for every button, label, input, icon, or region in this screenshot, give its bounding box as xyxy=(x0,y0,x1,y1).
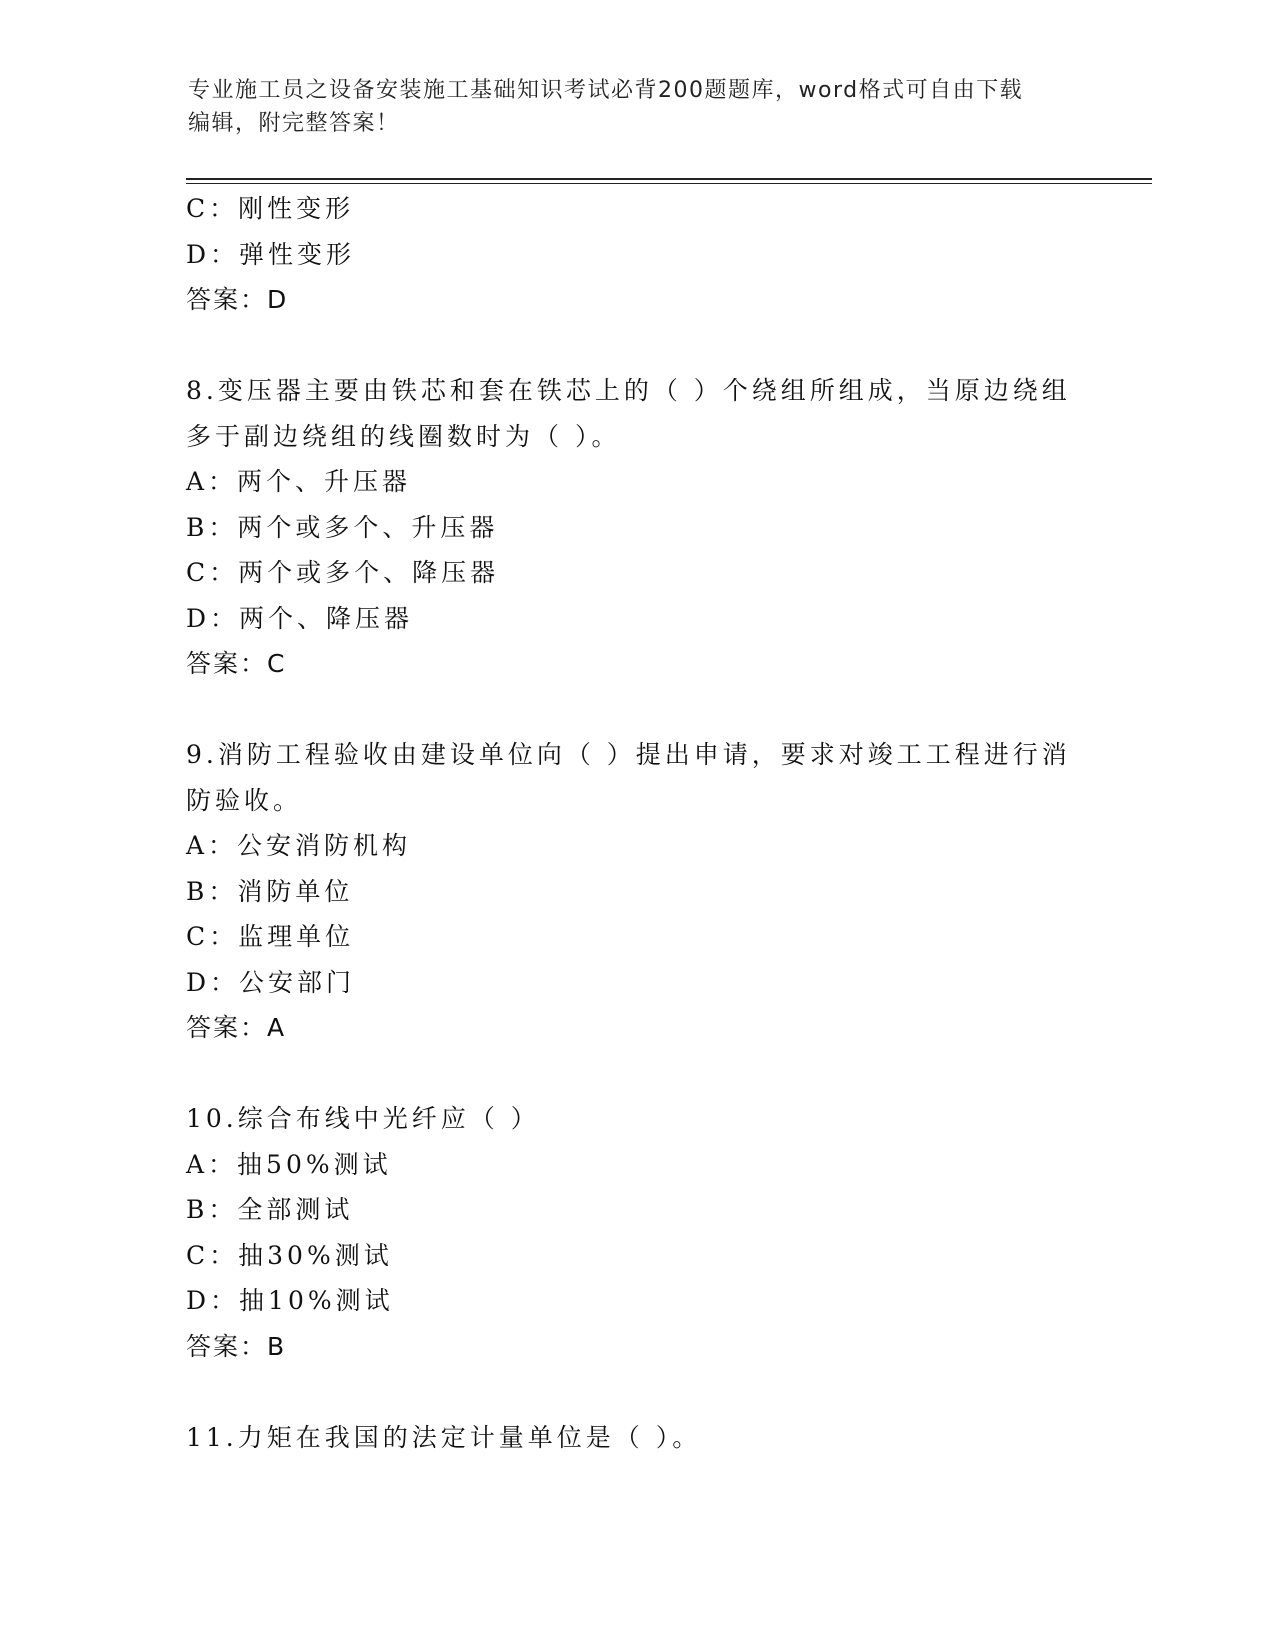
question-stem: 11.力矩在我国的法定计量单位是（ ）。 xyxy=(186,1422,702,1452)
answer: 答案：B xyxy=(186,1331,287,1361)
question-9 xyxy=(186,732,1086,1051)
option-a: A：两个、升压器 xyxy=(186,467,412,496)
option-b: B：全部测试 xyxy=(186,1195,354,1224)
question-stem: 9.消防工程验收由建设单位向（ ）提出申请，要求对竣工工程进行消 xyxy=(186,740,1071,769)
answer: 答案：D xyxy=(186,285,289,314)
option-d: D：抽10%测试 xyxy=(186,1286,394,1315)
option-d: D：两个、降压器 xyxy=(186,603,414,633)
option-b: B：消防单位 xyxy=(186,876,354,906)
option-a: A：抽50%测试 xyxy=(186,1149,392,1179)
spacer xyxy=(186,687,1086,733)
option-c: C：两个或多个、降压器 xyxy=(186,558,500,587)
question-stem-continued: 多于副边绕组的线圈数时为（ ）。 xyxy=(186,421,621,451)
option-c: C：监理单位 xyxy=(186,922,355,951)
question-8 xyxy=(186,368,1086,687)
option-c: C：抽30%测试 xyxy=(186,1240,393,1270)
spacer xyxy=(186,1369,1086,1415)
option-a: A：公安消防机构 xyxy=(186,831,412,860)
header-line-2: 编辑，附完整答案！ xyxy=(188,111,400,136)
document-header xyxy=(188,74,1068,140)
option-d: D：公安部门 xyxy=(186,967,356,997)
answer: 答案：C xyxy=(186,649,287,678)
question-stem-continued: 防验收。 xyxy=(186,785,303,815)
option-b: B：两个或多个、升压器 xyxy=(186,512,499,542)
header-divider-thick xyxy=(186,178,1152,180)
spacer xyxy=(186,323,1086,369)
header-line-1: 专业施工员之设备安装施工基础知识考试必背200题题库，word格式可自由下载 xyxy=(188,78,1024,103)
question-stem: 10.综合布线中光纤应（ ） xyxy=(186,1104,540,1133)
question-10 xyxy=(186,1096,1086,1369)
spacer xyxy=(186,1051,1086,1097)
header-divider-thin xyxy=(186,183,1152,184)
question-11 xyxy=(186,1415,1086,1461)
answer: 答案：A xyxy=(186,1013,287,1042)
option-d: D：弹性变形 xyxy=(186,239,356,269)
document-body xyxy=(186,186,1086,1460)
question-stem: 8.变压器主要由铁芯和套在铁芯上的（ ）个绕组所组成，当原边绕组 xyxy=(186,376,1071,405)
option-c: C：刚性变形 xyxy=(186,194,355,223)
